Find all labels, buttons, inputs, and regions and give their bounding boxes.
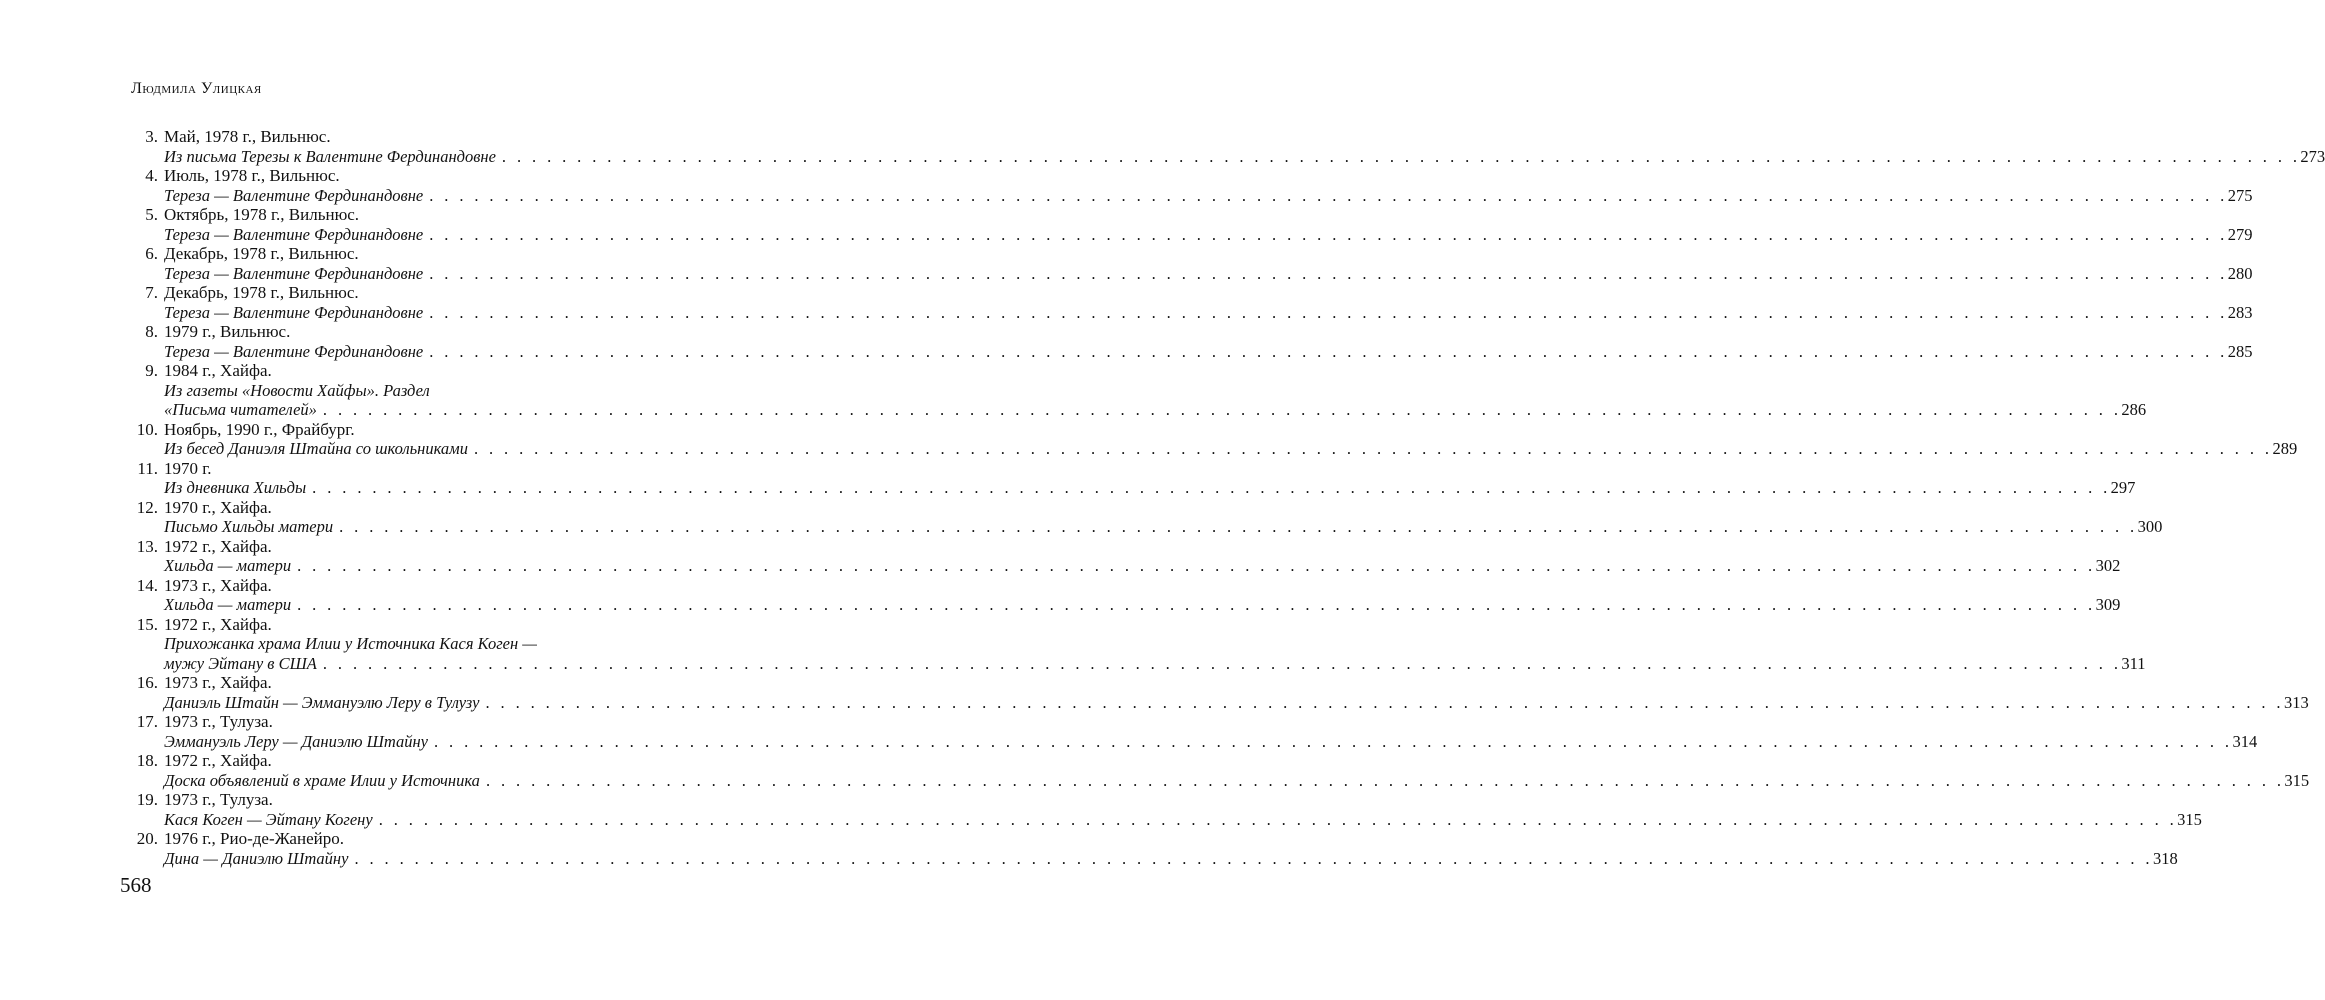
toc-entry bbox=[120, 419, 2298, 459]
entry-page-number: 279 bbox=[2227, 224, 2253, 244]
entry-number: 3. bbox=[145, 127, 158, 146]
entry-description-line: Из газеты «Новости Хайфы». Раздел bbox=[164, 380, 430, 400]
entry-description: «Письма читателей» bbox=[164, 400, 317, 419]
entry-description: Тереза — Валентине Фердинандовне bbox=[164, 302, 424, 322]
entry-date-place: 1970 г. bbox=[164, 458, 212, 478]
entry-number: 11. bbox=[137, 458, 158, 478]
toc-entry-link[interactable] bbox=[164, 809, 2202, 830]
entry-page-number: 302 bbox=[2095, 556, 2121, 575]
entry-date-place: 1973 г., Хайфа. bbox=[164, 575, 272, 595]
toc-entry-link[interactable] bbox=[164, 556, 2121, 576]
entry-number: 4. bbox=[145, 166, 158, 185]
toc-entry-heading bbox=[120, 537, 692, 557]
entry-date-place: Май, 1978 г., Вильнюс. bbox=[164, 127, 331, 146]
entry-page-number: 286 bbox=[2121, 400, 2147, 419]
toc-entry-heading bbox=[120, 244, 692, 264]
entry-page-number: 275 bbox=[2227, 185, 2253, 205]
entry-date-place: Ноябрь, 1990 г., Фрайбург. bbox=[164, 419, 355, 439]
entry-description: Доска объявлений в храме Илии у Источника bbox=[164, 770, 480, 790]
dot-leader: . . . . . . . . . . . . . . . . . . . . . . . . . . . . . . . . . . . . . . . . . . . . . . . . . . . . . . . . . . . . . . . . . . . . . . . . . . . . . . . . . . . . . . . . . . . . . . . . . . . . . . . . . . . . . . . . . . . . . . . . bbox=[429, 302, 2228, 322]
dot-leader: . . . . . . . . . . . . . . . . . . . . . . . . . . . . . . . . . . . . . . . . . . . . . . . . . . . . . . . . . . . . . . . . . . . . . . . . . . . . . . . . . . . . . . . . . . . . . . . . . . . . . . . . . . . . . . . . . . . . . . . . bbox=[312, 478, 2111, 497]
entry-number: 5. bbox=[145, 205, 158, 224]
entry-number: 16. bbox=[136, 673, 158, 692]
entry-description: Тереза — Валентине Фердинандовне bbox=[164, 185, 424, 205]
toc-entry-link[interactable] bbox=[164, 731, 2258, 752]
toc-entry-link[interactable] bbox=[164, 302, 2253, 323]
entry-number: 20. bbox=[136, 829, 158, 848]
dot-leader: . . . . . . . . . . . . . . . . . . . . . . . . . . . . . . . . . . . . . . . . . . . . . . . . . . . . . . . . . . . . . . . . . . . . . . . . . . . . . . . . . . . . . . . . . . . . . . . . . . . . . . . . . . . . . . . . . . . . . . . . bbox=[339, 517, 2138, 536]
entry-date-place: 1979 г., Вильнюс. bbox=[164, 322, 291, 341]
entry-date-place: 1970 г., Хайфа. bbox=[164, 497, 272, 517]
toc-entry bbox=[120, 458, 2136, 498]
toc-entry bbox=[120, 361, 2147, 420]
entry-date-place: Декабрь, 1978 г., Вильнюс. bbox=[164, 283, 359, 302]
dot-leader: . . . . . . . . . . . . . . . . . . . . . . . . . . . . . . . . . . . . . . . . . . . . . . . . . . . . . . . . . . . . . . . . . . . . . . . . . . . . . . . . . . . . . . . . . . . . . . . . . . . . . . . . . . . . . . . . . . . . . . . . bbox=[354, 848, 2153, 868]
entry-date-place: 1972 г., Хайфа. bbox=[164, 536, 272, 556]
toc-entry bbox=[120, 673, 2309, 712]
entry-page-number: 315 bbox=[2177, 809, 2202, 829]
entry-page-number: 300 bbox=[2137, 517, 2163, 536]
entry-description: Из письма Терезы к Валентине Фердинандовне bbox=[164, 146, 496, 166]
entry-number: 8. bbox=[145, 322, 158, 341]
entry-description: Хильда — матери bbox=[164, 556, 292, 575]
entry-number: 18. bbox=[136, 751, 158, 770]
toc-entry bbox=[120, 536, 2121, 576]
toc-entry bbox=[120, 790, 2202, 829]
dot-leader: . . . . . . . . . . . . . . . . . . . . . . . . . . . . . . . . . . . . . . . . . . . . . . . . . . . . . . . . . . . . . . . . . . . . . . . . . . . . . . . . . . . . . . . . . . . . . . . . . . . . . . . . . . . . . . . . . . . . . . . . bbox=[501, 146, 2301, 166]
dot-leader: . . . . . . . . . . . . . . . . . . . . . . . . . . . . . . . . . . . . . . . . . . . . . . . . . . . . . . . . . . . . . . . . . . . . . . . . . . . . . . . . . . . . . . . . . . . . . . . . . . . . . . . . . . . . . . . . . . . . . . . . bbox=[429, 341, 2228, 361]
entry-date-place: 1973 г., Тулуза. bbox=[164, 790, 273, 809]
toc-entry-link[interactable] bbox=[164, 439, 2298, 459]
running-header-author: Людмила Улицкая bbox=[131, 80, 262, 97]
dot-leader: . . . . . . . . . . . . . . . . . . . . . . . . . . . . . . . . . . . . . . . . . . . . . . . . . . . . . . . . . . . . . . . . . . . . . . . . . . . . . . . . . . . . . . . . . . . . . . . . . . . . . . . . . . . . . . . . . . . . . . . . bbox=[378, 809, 2178, 829]
toc-entry bbox=[120, 322, 2253, 361]
entry-page-number: 313 bbox=[2283, 692, 2309, 712]
toc-entry-heading bbox=[120, 712, 692, 732]
toc-entry-heading bbox=[120, 790, 692, 810]
dot-leader: . . . . . . . . . . . . . . . . . . . . . . . . . . . . . . . . . . . . . . . . . . . . . . . . . . . . . . . . . . . . . . . . . . . . . . . . . . . . . . . . . . . . . . . . . . . . . . . . . . . . . . . . . . . . . . . . . . . . . . . . bbox=[429, 224, 2228, 244]
entry-description: Хильда — матери bbox=[164, 595, 292, 614]
toc-entry-link[interactable] bbox=[164, 770, 2310, 791]
toc-entry bbox=[120, 614, 2146, 674]
toc-entry bbox=[120, 283, 2253, 322]
entry-page-number: 273 bbox=[2300, 146, 2325, 166]
entry-description: Из дневника Хильды bbox=[164, 478, 307, 497]
entry-page-number: 285 bbox=[2227, 341, 2253, 361]
toc-entry bbox=[120, 166, 2253, 205]
page-number: 568 bbox=[120, 873, 152, 897]
dot-leader: . . . . . . . . . . . . . . . . . . . . . . . . . . . . . . . . . . . . . . . . . . . . . . . . . . . . . . . . . . . . . . . . . . . . . . . . . . . . . . . . . . . . . . . . . . . . . . . . . . . . . . . . . . . . . . . . . . . . . . . . bbox=[297, 556, 2096, 575]
toc-entry-link[interactable] bbox=[164, 848, 2178, 869]
toc-entry-link[interactable] bbox=[164, 224, 2253, 245]
toc-entry bbox=[120, 497, 2163, 537]
entry-description: Даниэль Штайн — Эммануэлю Леру в Тулузу bbox=[164, 692, 480, 712]
entry-description: Из бесед Даниэля Штайна со школьниками bbox=[164, 439, 468, 458]
toc-entry-link[interactable] bbox=[164, 653, 2146, 674]
dot-leader: . . . . . . . . . . . . . . . . . . . . . . . . . . . . . . . . . . . . . . . . . . . . . . . . . . . . . . . . . . . . . . . . . . . . . . . . . . . . . . . . . . . . . . . . . . . . . . . . . . . . . . . . . . . . . . . . . . . . . . . . bbox=[322, 653, 2122, 673]
entry-number: 13. bbox=[136, 536, 158, 556]
entry-page-number: 315 bbox=[2284, 770, 2310, 790]
entry-page-number: 309 bbox=[2095, 595, 2121, 614]
toc-entry bbox=[120, 127, 2325, 166]
toc-entry bbox=[120, 751, 2310, 790]
toc-entry-heading bbox=[120, 127, 692, 147]
entry-description: Дина — Даниэлю Штайну bbox=[164, 848, 349, 868]
entry-number: 14. bbox=[136, 575, 158, 595]
entry-number: 12. bbox=[136, 497, 158, 517]
toc-entry-heading bbox=[120, 829, 692, 849]
table-of-contents bbox=[120, 127, 2325, 868]
toc-entry-heading bbox=[120, 673, 692, 693]
toc-entry-heading bbox=[120, 576, 692, 596]
toc-entry bbox=[120, 244, 2253, 283]
toc-entry bbox=[120, 712, 2258, 751]
toc-entry-link[interactable] bbox=[164, 595, 2121, 615]
entry-number: 19. bbox=[136, 790, 158, 809]
entry-number: 15. bbox=[136, 614, 158, 634]
toc-entry-heading bbox=[120, 361, 692, 381]
entry-description-line: Прихожанка храма Илии у Источника Кася Коген — bbox=[164, 634, 537, 653]
entry-page-number: 311 bbox=[2121, 653, 2146, 673]
entry-description: Тереза — Валентине Фердинандовне bbox=[164, 263, 424, 283]
toc-entry-heading bbox=[120, 420, 692, 440]
dot-leader: . . . . . . . . . . . . . . . . . . . . . . . . . . . . . . . . . . . . . . . . . . . . . . . . . . . . . . . . . . . . . . . . . . . . . . . . . . . . . . . . . . . . . . . . . . . . . . . . . . . . . . . . . . . . . . . . . . . . . . . . bbox=[485, 692, 2284, 712]
entry-page-number: 318 bbox=[2152, 848, 2178, 868]
entry-date-place: 1976 г., Рио-де-Жанейро. bbox=[164, 829, 344, 848]
dot-leader: . . . . . . . . . . . . . . . . . . . . . . . . . . . . . . . . . . . . . . . . . . . . . . . . . . . . . . . . . . . . . . . . . . . . . . . . . . . . . . . . . . . . . . . . . . . . . . . . . . . . . . . . . . . . . . . . . . . . . . . . bbox=[429, 263, 2228, 283]
entry-description: мужу Эйтану в США bbox=[164, 653, 317, 673]
entry-date-place: 1984 г., Хайфа. bbox=[164, 361, 272, 380]
entry-description: Тереза — Валентине Фердинандовне bbox=[164, 224, 424, 244]
entry-description: Эммануэль Леру — Даниэлю Штайну bbox=[164, 731, 428, 751]
toc-entry-link[interactable] bbox=[164, 478, 2136, 498]
toc-entry-heading bbox=[120, 322, 692, 342]
toc-entry-heading bbox=[120, 751, 692, 771]
entry-number: 9. bbox=[145, 361, 158, 380]
entry-date-place: Декабрь, 1978 г., Вильнюс. bbox=[164, 244, 359, 263]
entry-number: 17. bbox=[136, 712, 158, 731]
entry-date-place: Июль, 1978 г., Вильнюс. bbox=[164, 166, 340, 185]
toc-entry-heading bbox=[120, 283, 692, 303]
toc-entry-link[interactable] bbox=[164, 263, 2253, 284]
toc-entry-link[interactable] bbox=[164, 692, 2309, 713]
dot-leader: . . . . . . . . . . . . . . . . . . . . . . . . . . . . . . . . . . . . . . . . . . . . . . . . . . . . . . . . . . . . . . . . . . . . . . . . . . . . . . . . . . . . . . . . . . . . . . . . . . . . . . . . . . . . . . . . . . . . . . . . bbox=[473, 439, 2273, 458]
entry-date-place: Октябрь, 1978 г., Вильнюс. bbox=[164, 205, 360, 224]
entry-number: 10. bbox=[136, 419, 158, 439]
toc-entry-link[interactable] bbox=[164, 146, 2325, 167]
dot-leader: . . . . . . . . . . . . . . . . . . . . . . . . . . . . . . . . . . . . . . . . . . . . . . . . . . . . . . . . . . . . . . . . . . . . . . . . . . . . . . . . . . . . . . . . . . . . . . . . . . . . . . . . . . . . . . . . . . . . . . . . bbox=[433, 731, 2233, 751]
toc-entry-heading bbox=[120, 166, 692, 186]
toc-entry-heading bbox=[120, 615, 692, 635]
entry-description: Тереза — Валентине Фердинандовне bbox=[164, 341, 424, 361]
dot-leader: . . . . . . . . . . . . . . . . . . . . . . . . . . . . . . . . . . . . . . . . . . . . . . . . . . . . . . . . . . . . . . . . . . . . . . . . . . . . . . . . . . . . . . . . . . . . . . . . . . . . . . . . . . . . . . . . . . . . . . . . bbox=[429, 185, 2228, 205]
toc-entry-link[interactable] bbox=[164, 517, 2163, 537]
toc-entry-link[interactable] bbox=[164, 185, 2253, 206]
entry-number: 7. bbox=[145, 283, 158, 302]
entry-page-number: 314 bbox=[2232, 731, 2258, 751]
toc-entry-link[interactable] bbox=[164, 400, 2147, 420]
entry-date-place: 1973 г., Хайфа. bbox=[164, 673, 272, 692]
entry-date-place: 1973 г., Тулуза. bbox=[164, 712, 273, 731]
entry-date-place: 1972 г., Хайфа. bbox=[164, 751, 272, 770]
toc-entry-heading bbox=[120, 205, 692, 225]
entry-description: Кася Коген — Эйтану Когену bbox=[164, 809, 373, 829]
toc-entry bbox=[120, 575, 2121, 615]
entry-page-number: 283 bbox=[2227, 302, 2253, 322]
entry-date-place: 1972 г., Хайфа. bbox=[164, 614, 272, 634]
entry-page-number: 297 bbox=[2110, 478, 2136, 497]
dot-leader: . . . . . . . . . . . . . . . . . . . . . . . . . . . . . . . . . . . . . . . . . . . . . . . . . . . . . . . . . . . . . . . . . . . . . . . . . . . . . . . . . . . . . . . . . . . . . . . . . . . . . . . . . . . . . . . . . . . . . . . . bbox=[322, 400, 2122, 419]
toc-entry-heading bbox=[120, 459, 692, 479]
entry-page-number: 280 bbox=[2227, 263, 2253, 283]
entry-page-number: 289 bbox=[2272, 439, 2298, 458]
entry-description: Письмо Хильды матери bbox=[164, 517, 334, 536]
dot-leader: . . . . . . . . . . . . . . . . . . . . . . . . . . . . . . . . . . . . . . . . . . . . . . . . . . . . . . . . . . . . . . . . . . . . . . . . . . . . . . . . . . . . . . . . . . . . . . . . . . . . . . . . . . . . . . . . . . . . . . . . bbox=[297, 595, 2096, 614]
toc-entry bbox=[120, 205, 2253, 244]
dot-leader: . . . . . . . . . . . . . . . . . . . . . . . . . . . . . . . . . . . . . . . . . . . . . . . . . . . . . . . . . . . . . . . . . . . . . . . . . . . . . . . . . . . . . . . . . . . . . . . . . . . . . . . . . . . . . . . . . . . . . . . . bbox=[485, 770, 2285, 790]
entry-number: 6. bbox=[145, 244, 158, 263]
toc-entry-heading bbox=[120, 498, 692, 518]
toc-entry-link[interactable] bbox=[164, 341, 2253, 362]
toc-entry bbox=[120, 829, 2178, 868]
